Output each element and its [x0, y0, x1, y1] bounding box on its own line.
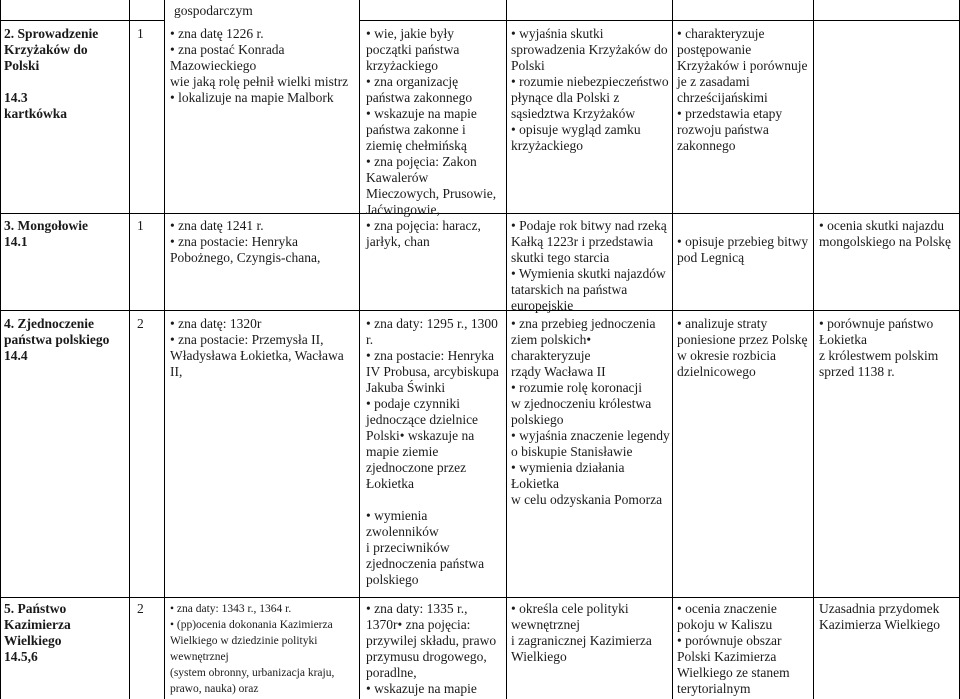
requirements-basic: • zna datę 1241 r. • zna postacie: Henryka Pobożnego, Czyngis-chana, — [170, 218, 321, 265]
carry-over-text: gospodarczym — [174, 3, 253, 18]
grid-line — [0, 0, 1, 699]
requirements-excellent: • porównuje państwo Łokietka z królestwem polskim sprzed 1138 r. — [819, 316, 939, 379]
grid-line — [359, 20, 960, 21]
requirements-basic: • zna datę: 1320r • zna postacie: Przemysła II, Władysława Łokietka, Wacława II, — [170, 316, 344, 379]
grid-line — [672, 0, 673, 699]
requirements-excellent: Uzasadnia przydomek Kazimierza Wielkiego — [819, 601, 941, 632]
grid-line — [813, 0, 814, 699]
requirements-good: • opisuje przebieg bitwy pod Legnicą — [677, 234, 809, 265]
requirements-extended: • zna daty: 1295 r., 1300 r. • zna postacie: Henryka IV Probusa, arcybiskupa Jakuba Świnki • podaje czynniki jednoczące dzielnice Polski• wskazuje na mapie ziemie zjednoczone przez Łokietka • wymienia zwolenników i przeciwników zjednoczenia państwa polskiego — [366, 316, 499, 587]
grid-line — [0, 20, 164, 21]
hours-cell: 1 — [137, 26, 144, 41]
requirements-extended: • zna pojęcia: haracz, jarłyk, chan — [366, 218, 481, 249]
requirements-full: • zna przebieg jednoczenia ziem polskich• charakteryzuje rządy Wacława II • rozumie rolę koronacji w zjednoczeniu królestwa polskiego • wyjaśnia znaczenie legendy o biskupie Stanisławie • wymienia działania Łokietka w celu odzyskania Pomorza — [511, 316, 670, 507]
topic-cell: 4. Zjednoczenie państwa polskiego 14.4 — [4, 316, 110, 363]
requirements-good: • ocenia znaczenie pokoju w Kaliszu • porównuje obszar Polski Kazimierza Wielkiego ze stanem terytorialnym — [677, 601, 790, 696]
grid-line — [164, 0, 165, 699]
requirements-full: • wyjaśnia skutki sprowadzenia Krzyżaków do Polski • rozumie niebezpieczeństwo płynące dla Polski z sąsiedztwa Krzyżaków • opisuje wygląd zamku krzyżackiego — [511, 26, 669, 153]
hours-cell: 2 — [137, 316, 144, 331]
requirements-full: • określa cele polityki wewnętrznej i zagranicznej Kazimierza Wielkiego — [511, 601, 652, 664]
topic-cell: 3. Mongołowie 14.1 — [4, 218, 88, 249]
grid-line — [129, 0, 130, 699]
topic-cell: 5. Państwo Kazimierza Wielkiego 14.5,6 — [4, 601, 71, 664]
hours-cell: 2 — [137, 601, 144, 616]
requirements-good: • charakteryzuje postępowanie Krzyżaków i porównuje je z zasadami chrześcijańskimi • przedstawia etapy rozwoju państwa zakonnego — [677, 26, 808, 153]
requirements-good: • analizuje straty poniesione przez Polskę w okresie rozbicia dzielnicowego — [677, 316, 808, 379]
hours-cell: 1 — [137, 218, 144, 233]
grid-line — [0, 310, 960, 311]
grid-line — [506, 0, 507, 699]
requirements-extended: • wie, jakie były początki państwa krzyżackiego • zna organizację państwa zakonnego • wskazuje na mapie państwa zakonne i ziemię chełmińską • zna pojęcia: Zakon Kawalerów Mieczowych, Prusowie, Jaćwingowie, — [366, 26, 497, 217]
requirements-basic: • zna datę 1226 r. • zna postać Konrada Mazowieckiego wie jaką rolę pełnił wielki mistrz • lokalizuje na mapie Malbork — [170, 26, 349, 105]
requirements-basic: • zna daty: 1343 r., 1364 r. • (pp)ocenia dokonania Kazimierza Wielkiego w dziedzinie polityki wewnętrznej (system obronny, urbanizacja kraju, prawo, nauka) oraz — [170, 603, 335, 695]
grid-line — [0, 597, 960, 598]
requirements-extended: • zna daty: 1335 r., 1370r• zna pojęcia: przywilej składu, prawo przymusu drogowego, poradlne, • wskazuje na mapie — [366, 601, 497, 696]
grid-line — [359, 0, 360, 699]
requirements-full: • Podaje rok bitwy nad rzeką Kałką 1223r i przedstawia skutki tego starcia • Wymienia skutki najazdów tatarskich na państwa europejskie — [511, 218, 667, 313]
requirements-excellent: • ocenia skutki najazdu mongolskiego na Polskę — [819, 218, 951, 249]
topic-cell: 2. Sprowadzenie Krzyżaków do Polski 14.3 kartkówka — [4, 26, 99, 121]
